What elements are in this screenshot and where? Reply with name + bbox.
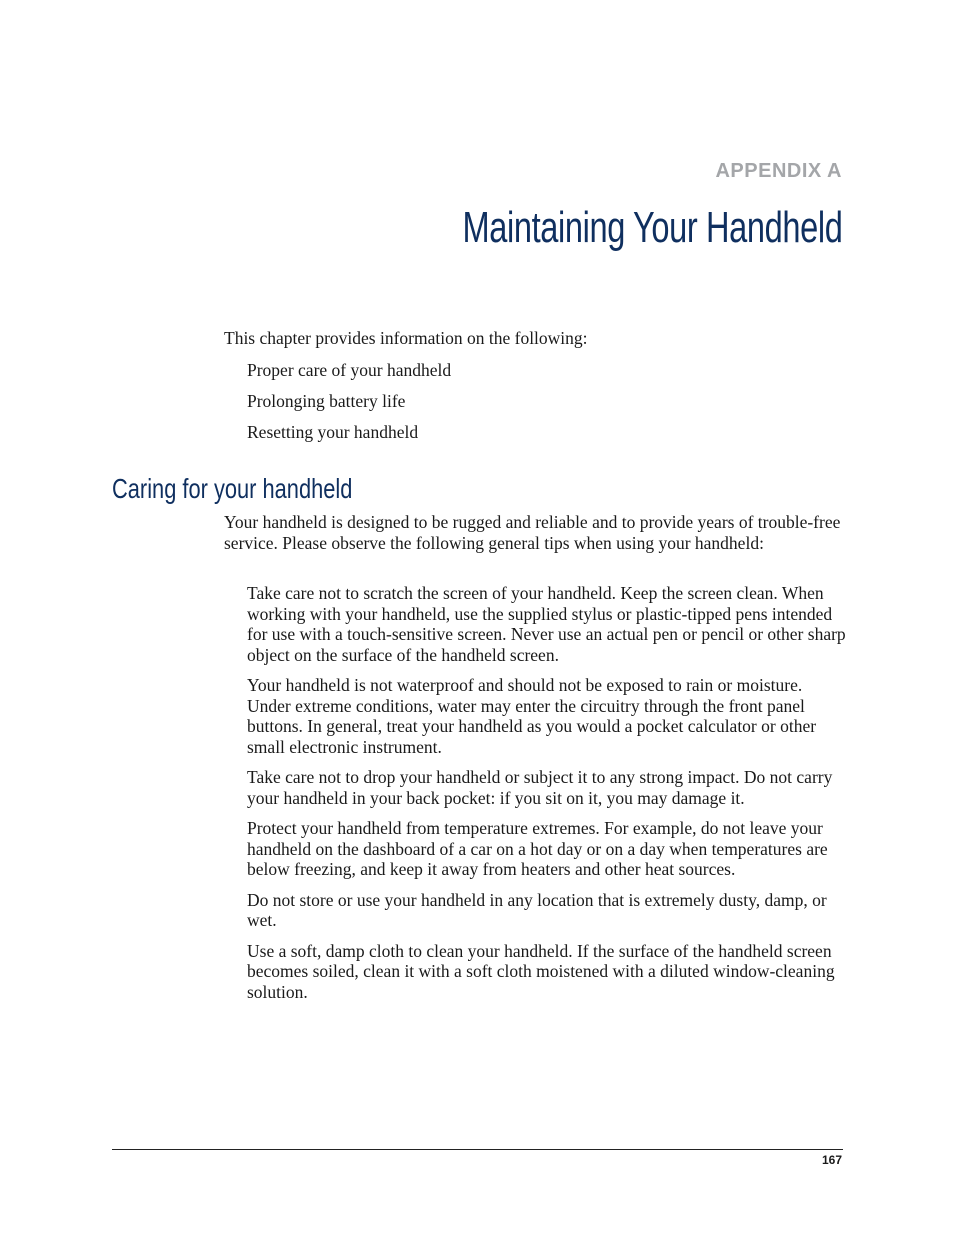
list-item: Proper care of your handheld — [247, 360, 452, 380]
tip-item: Take care not to drop your handheld or subject it to any strong impact. Do not carry your handheld in your back pocket: if you sit on it, you may damage it. — [247, 767, 833, 808]
chapter-title: Maintaining Your Handheld — [462, 203, 842, 252]
list-item: Prolonging battery life — [247, 391, 406, 411]
tip-item: Protect your handheld from temperature extremes. For example, do not leave your handheld on the dashboard of a car on a hot day or on a day when temperatures are below freezing, and keep it away from heaters and other heat sources. — [247, 818, 828, 879]
footer-divider — [112, 1149, 843, 1150]
section-intro: Your handheld is designed to be rugged and reliable and to provide years of trouble-free service. Please observe the following general tips when using your handheld: — [224, 512, 841, 553]
tip-item: Do not store or use your handheld in any location that is extremely dusty, damp, or wet. — [247, 889, 827, 930]
list-item: Resetting your handheld — [247, 422, 419, 442]
tip-item: Your handheld is not waterproof and should not be exposed to rain or moisture. Under extreme conditions, water may enter the circuitry through the front panel buttons. In general, treat your handheld as you would a pocket calculator or other small electronic instrument. — [247, 675, 817, 757]
intro-text: This chapter provides information on the following: — [224, 328, 588, 348]
tips-list — [247, 583, 847, 1012]
section-heading: Caring for your handheld — [112, 473, 353, 504]
intro-list — [247, 359, 847, 452]
tip-item: Take care not to scratch the screen of your handheld. Keep the screen clean. When working with your handheld, use the supplied stylus or plastic-tipped pens intended for use with a touch-sensitive screen. Never use an actual pen or pencil or other sharp object on the surface of the handheld screen. — [247, 583, 846, 665]
page-number: 167 — [821, 1153, 842, 1167]
appendix-label: APPENDIX A — [715, 160, 842, 182]
tip-item: Use a soft, damp cloth to clean your handheld. If the surface of the handheld screen becomes soiled, clean it with a soft cloth moistened with a diluted window-cleaning solution. — [247, 940, 835, 1002]
